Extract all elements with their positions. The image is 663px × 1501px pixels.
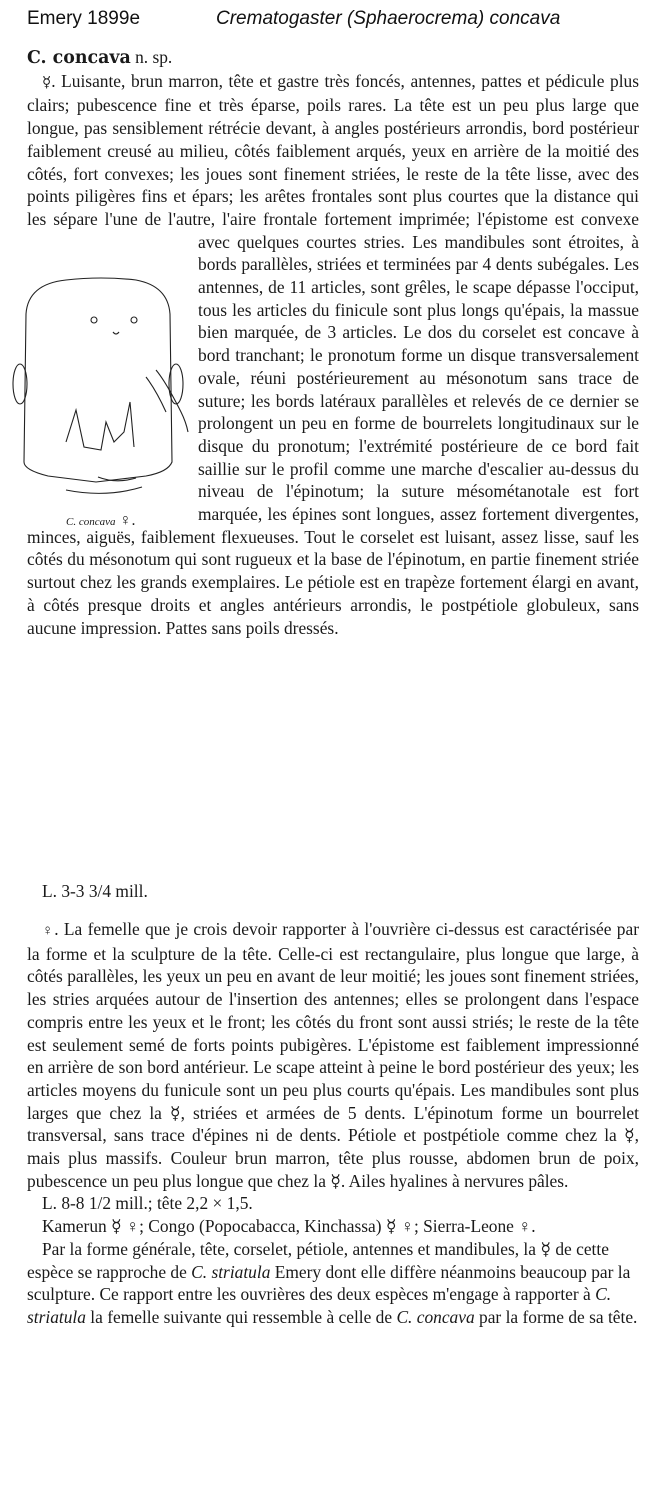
female-length: L. 8-8 1/2 mill.; tête 2,2 × 1,5.: [42, 1193, 253, 1214]
figure-caption: [66, 512, 135, 530]
header-citation: Emery 1899e: [27, 8, 141, 29]
worker-length-block: [27, 880, 639, 903]
worker-text: . Luisante, brun marron, tête et gastre très foncés, antennes, pattes et pédicule plus clairs; pubescence fine et très éparse, poils rares. La tête est un peu plus large que longue, pas sensiblement rétrécie devant, à angles postérieurs arrondis, bord postérieur faiblement creusé au milieu, côtés faiblement arqués, yeux en arrière de la moitié des côtés, fort convexes; les joues sont finement striées, le reste de la tête lisse, avec des points piligères fins et épars; les arêtes frontales sont plus courtes que la distance qui les sépare l'une de l'autre, l'aire frontale fortement imprimée; l'épistome est convexe avec quelques courtes stries. Les mandibules sont étroites, à bords parallèles, striées et terminées par 4 dents subégales. Les antennes, de 11 articles, sont grêles, le scape dépasse l'occiput, tous les articles du finicule sont plus longs qu'épais, la massue bien marquée, de 3 articles. Le dos du corselet est concave à bord tranchant; le pronotum forme un disque transversalement ovale, réuni postérieurement au mésonotum sans trace de suture; les bords latéraux parallèles et relevés de ce dernier se prolongent un peu en forme de bourrelets longitudinaux sur le disque du pronotum; l'extrémité postérieure de ce bord fait saillie sur le profil comme une marche d'escalier au-dessus du niveau de l'épinotum; la suture mésométanotale est fort marquée, les épines sont longues, assez fortement divergentes, minces, aiguës, faiblement flexueuses. Tout le corselet est luisant, assez lisse, sauf les côtés du mésonotum qui sont rugueux et la base de l'épinotum, en partie finement striée surtout chez les grands exemplaires. Le pétiole est en trapèze fortement élargi en avant, à côtés presque droits et angles antérieurs arrondis, le postpétiole globuleux, sans aucune impression. Pattes sans poils dressés.: [27, 70, 639, 638]
figure-caption-symbol: ♀.: [119, 512, 136, 529]
figure-caption-name: C. concava: [66, 516, 116, 528]
female-symbol: ♀: [42, 923, 55, 939]
worker-symbol: ☿: [42, 74, 52, 91]
species-title: [27, 46, 639, 70]
remarks-text-4: par la forme de sa tête.: [474, 1306, 638, 1327]
localities: Kamerun ☿ ♀; Congo (Popocabacca, Kinchassa) ☿ ♀; Sierra-Leone ♀.: [42, 1216, 536, 1237]
female-text: . La femelle que je crois devoir rapporter à l'ouvrière ci-dessus est caractérisée par la forme et la sculpture de la tête. Celle-ci est rectangulaire, plus longue que large, à côtés parallèles, les yeux un peu en avant de leur moitié; les joues sont finement striées, les stries arquées autour de l'insertion des antennes; elles se prolongent dans l'espace compris entre les yeux et le front; les côtés du front sont aussi striés; le reste de la tête est seulement semé de forts points pubigères. L'épistome est faiblement impressionné en arrière de son bord antérieur. Le scape atteint à peine le bord postérieur des yeux; les articles moyens du funicule sont un peu plus courts qu'épais. Les mandibules sont plus larges que chez la ☿, striées et armées de 5 dents. L'épinotum forme un bourrelet transversal, sans trace d'épines ni de dents. Pétiole et postpétiole comme chez la ☿, mais plus massifs. Couleur brun marron, tête plus rousse, abdomen brun de poix, pubescence un peu plus longue que chez la ☿. Ailes hyalines à nervures pâles.: [27, 919, 640, 1191]
species-suffix: n. sp.: [130, 47, 173, 67]
remarks-text-1: Par la forme générale, tête, corselet, pétiole, antennes et mandibules, la ☿ de cette espèce se rapproche de: [27, 1238, 609, 1282]
remarks-text-2: Emery dont elle diffère néanmoins beaucoup par la sculpture. Ce rapport entre les ouvrières des deux espèces m'engage à rapporter à: [27, 1261, 631, 1305]
remarks-taxon-2: C. striatula: [27, 1284, 612, 1327]
female-description-block: [27, 918, 639, 1329]
female-description: [27, 918, 639, 1192]
remarks-taxon-1: C. striatula: [191, 1261, 271, 1282]
species-name: C. concava: [27, 48, 131, 68]
remarks: [27, 1238, 639, 1329]
remarks-taxon-3: C. concava: [396, 1306, 475, 1327]
header-taxon: Crematogaster (Sphaerocrema) concava: [216, 8, 561, 29]
worker-length: L. 3-3 3/4 mill.: [42, 881, 148, 901]
head-figure: [6, 272, 196, 534]
remarks-text-3: la femelle suivante qui ressemble à celle de: [85, 1306, 397, 1327]
head-drawing: [6, 272, 196, 517]
